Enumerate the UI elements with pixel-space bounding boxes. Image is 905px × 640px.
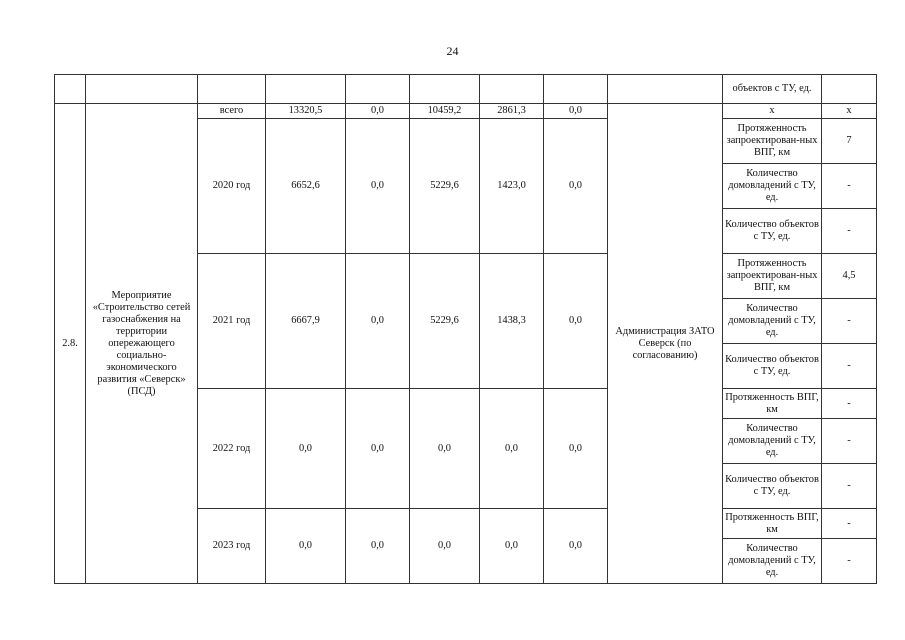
value-cell: 0,0 xyxy=(544,104,608,119)
value-cell: 13320,5 xyxy=(266,104,346,119)
indicator-name: Количество объектов с ТУ, ед. xyxy=(723,464,822,509)
indicator-name: Количество объектов с ТУ, ед. xyxy=(723,344,822,389)
value-cell: 2861,3 xyxy=(480,104,544,119)
value-cell: 10459,2 xyxy=(410,104,480,119)
indicator-name: Количество домовладений с ТУ, ед. xyxy=(723,299,822,344)
indicator-name: Количество объектов с ТУ, ед. xyxy=(723,209,822,254)
year-label: 2023 год xyxy=(198,509,266,584)
indicator-value: 7 xyxy=(822,119,877,164)
total-row xyxy=(55,104,877,119)
empty-cell xyxy=(480,75,544,104)
indicator-name: Протяженность ВПГ, км xyxy=(723,509,822,539)
program-table xyxy=(54,74,877,584)
year-label: 2022 год xyxy=(198,389,266,509)
indicator-value: - xyxy=(822,464,877,509)
value-cell: 6667,9 xyxy=(266,254,346,389)
indicator-name: Протяженность запроектирован-ных ВПГ, км xyxy=(723,119,822,164)
empty-cell xyxy=(410,75,480,104)
value-cell: 0,0 xyxy=(480,509,544,584)
value-cell: 0,0 xyxy=(410,389,480,509)
empty-cell xyxy=(608,75,723,104)
indicator-name: х xyxy=(723,104,822,119)
executor: Администрация ЗАТО Северск (по согласованию) xyxy=(608,104,723,584)
event-name: Мероприятие «Строительство сетей газоснабжения на территории опережающего социально-экономического развития «Северск» (ПСД) xyxy=(86,104,198,584)
value-cell: 0,0 xyxy=(346,509,410,584)
empty-cell xyxy=(266,75,346,104)
value-cell: 0,0 xyxy=(346,104,410,119)
value-cell: 0,0 xyxy=(544,119,608,254)
value-cell: 0,0 xyxy=(346,254,410,389)
value-cell: 6652,6 xyxy=(266,119,346,254)
value-cell: 5229,6 xyxy=(410,119,480,254)
value-cell: 0,0 xyxy=(410,509,480,584)
indicator-name: Количество домовладений с ТУ, ед. xyxy=(723,419,822,464)
table-body xyxy=(55,75,877,584)
indicator-name: Протяженность запроектирован-ных ВПГ, км xyxy=(723,254,822,299)
value-cell: 0,0 xyxy=(346,389,410,509)
value-cell: 0,0 xyxy=(544,509,608,584)
year-label: 2020 год xyxy=(198,119,266,254)
indicator-name: объектов с ТУ, ед. xyxy=(723,75,822,104)
empty-cell xyxy=(86,75,198,104)
indicator-value: - xyxy=(822,419,877,464)
value-cell: 0,0 xyxy=(544,254,608,389)
value-cell: 1438,3 xyxy=(480,254,544,389)
empty-cell xyxy=(55,75,86,104)
carryover-row xyxy=(55,75,877,104)
indicator-value: - xyxy=(822,344,877,389)
value-cell: 5229,6 xyxy=(410,254,480,389)
empty-cell xyxy=(198,75,266,104)
indicator-name: Количество домовладений с ТУ, ед. xyxy=(723,539,822,584)
empty-cell xyxy=(346,75,410,104)
indicator-value: - xyxy=(822,509,877,539)
value-cell: 0,0 xyxy=(544,389,608,509)
page-number: 24 xyxy=(446,44,459,58)
value-cell: 1423,0 xyxy=(480,119,544,254)
indicator-value: - xyxy=(822,299,877,344)
indicator-value: 4,5 xyxy=(822,254,877,299)
indicator-value: - xyxy=(822,164,877,209)
indicator-value: - xyxy=(822,209,877,254)
row-number: 2.8. xyxy=(55,104,86,584)
year-label: 2021 год xyxy=(198,254,266,389)
value-cell: 0,0 xyxy=(346,119,410,254)
indicator-name: Протяженность ВПГ, км xyxy=(723,389,822,419)
period-label: всего xyxy=(198,104,266,119)
empty-cell xyxy=(822,75,877,104)
indicator-value: - xyxy=(822,389,877,419)
indicator-value: х xyxy=(822,104,877,119)
value-cell: 0,0 xyxy=(266,389,346,509)
indicator-name: Количество домовладений с ТУ, ед. xyxy=(723,164,822,209)
value-cell: 0,0 xyxy=(266,509,346,584)
empty-cell xyxy=(544,75,608,104)
value-cell: 0,0 xyxy=(480,389,544,509)
indicator-value: - xyxy=(822,539,877,584)
